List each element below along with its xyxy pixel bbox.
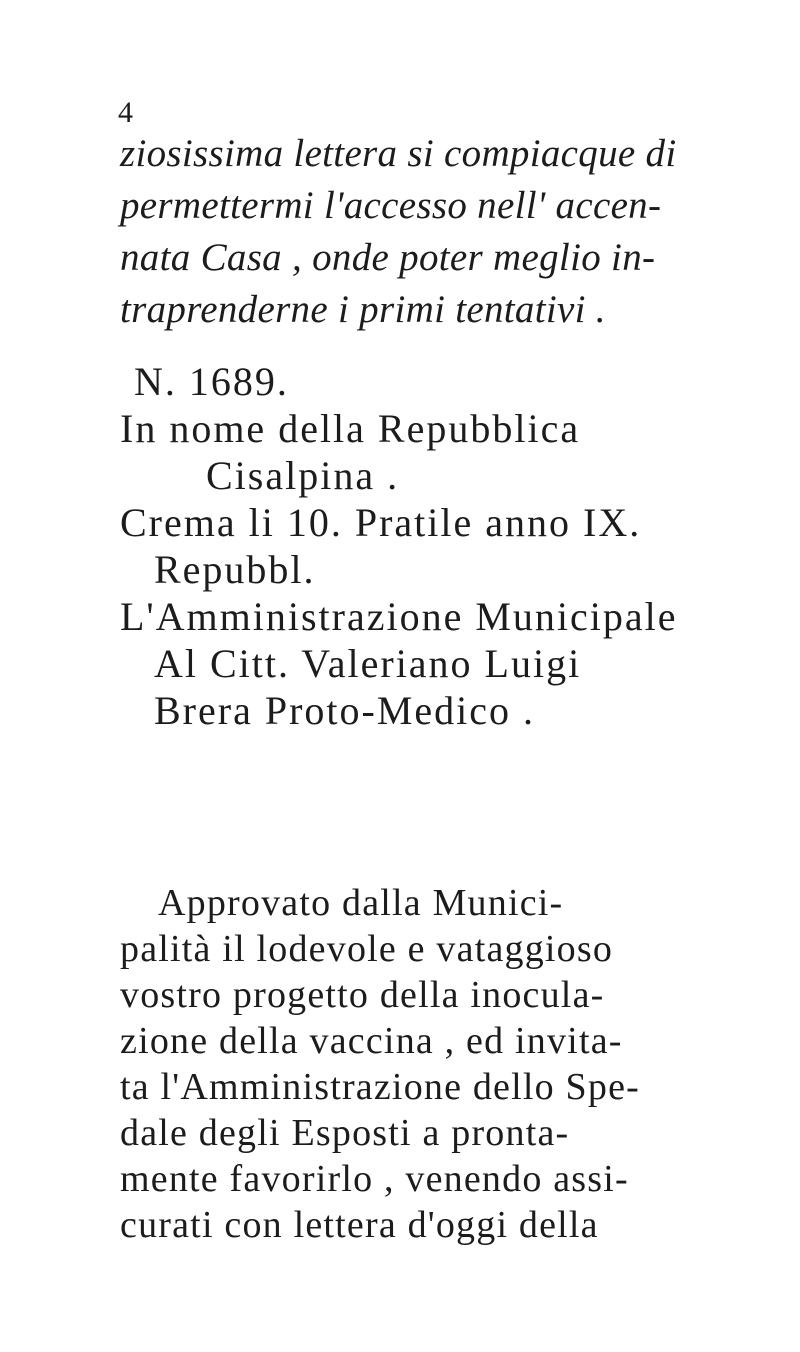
italic-paragraph xyxy=(120,128,760,336)
document-number: N. 1689. xyxy=(134,359,289,404)
header-line: In nome della Repubblica xyxy=(120,406,581,451)
body-line: curati con lettera d'oggi della xyxy=(120,1204,599,1246)
header-line: L'Amministrazione Municipale xyxy=(120,594,678,639)
header-line: Crema li 10. Pratile anno IX. xyxy=(120,500,642,545)
body-line: zione della vaccina , ed invita- xyxy=(120,1020,623,1062)
text-line: ziosissima lettera si compiacque di xyxy=(120,132,677,175)
body-line: mente favorirlo , venendo assi- xyxy=(120,1158,629,1200)
body-line: ta l'Amministrazione dello Spe- xyxy=(120,1066,640,1108)
header-line: Cisalpina . xyxy=(206,453,400,498)
page-number: 4 xyxy=(118,96,133,129)
header-line: Brera Proto-Medico . xyxy=(154,688,536,733)
body-line: vostro progetto della inocula- xyxy=(120,974,605,1016)
letter-body xyxy=(120,880,780,1248)
letter-header xyxy=(120,358,780,734)
body-line: Approvato dalla Munici- xyxy=(158,882,564,924)
header-line: Repubbl. xyxy=(154,547,316,592)
header-line: Al Citt. Valeriano Luigi xyxy=(154,641,582,686)
text-line: nata Casa , onde poter meglio in- xyxy=(120,236,656,279)
text-line: permettermi l'accesso nell' accen- xyxy=(120,184,662,227)
text-line: traprenderne i primi tentativi . xyxy=(120,288,606,331)
body-line: dale degli Esposti a pronta- xyxy=(120,1112,570,1154)
body-line: palità il lodevole e vataggioso xyxy=(120,928,614,970)
